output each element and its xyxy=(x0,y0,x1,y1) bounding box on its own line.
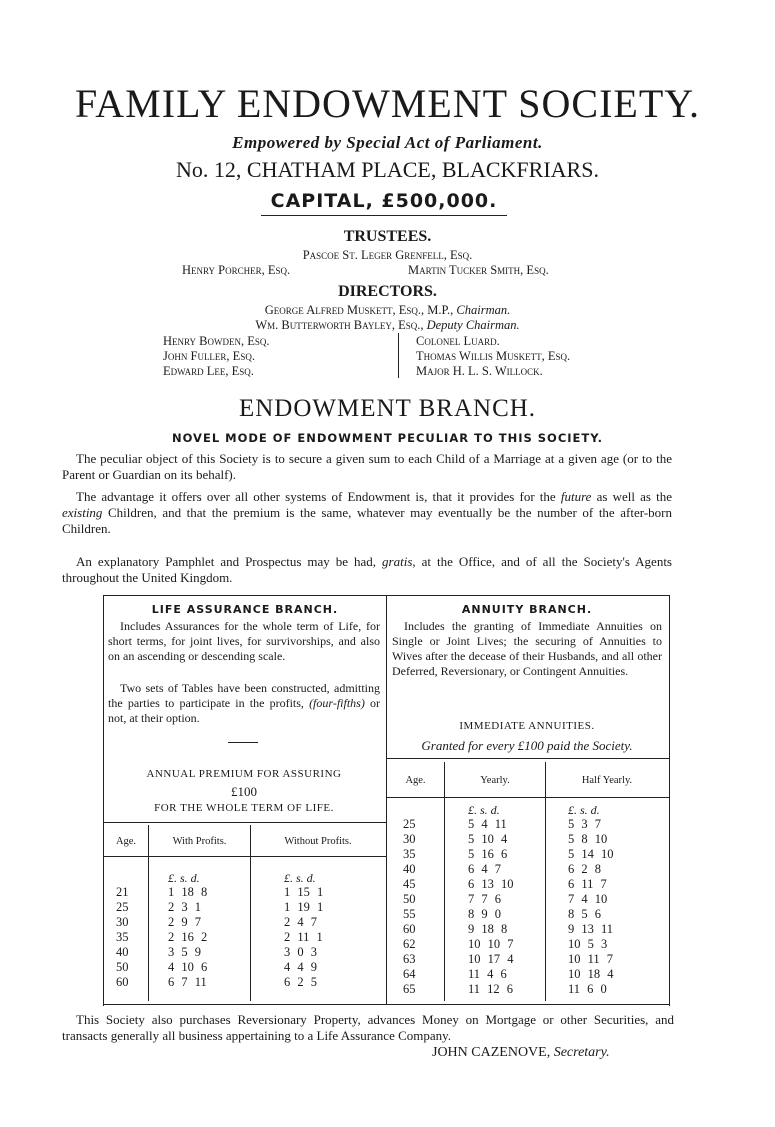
table-row: 8 5 6 xyxy=(568,907,601,921)
p2-future: future xyxy=(560,489,592,504)
table-row: 60 xyxy=(403,922,416,936)
annuity-heading: ANNUITY BRANCH. xyxy=(461,603,593,616)
table-row: 2 9 7 xyxy=(168,915,201,929)
endowment-paragraph-1: The peculiar object of this Society is to secure a given sum to each Child of a Marriage at a given age (or to the Parent or Guardian on its behalf). xyxy=(62,451,672,482)
table-row: 9 18 8 xyxy=(468,922,508,936)
p3-part-a: An explanatory Pamphlet and Prospectus may be had, xyxy=(76,554,383,569)
table-row: 3 5 9 xyxy=(168,945,201,959)
director-right-1: Colonel Luard. xyxy=(416,334,500,348)
table-row: 5 4 11 xyxy=(468,817,507,831)
table-row: 55 xyxy=(403,907,416,921)
life-paragraph-2 xyxy=(108,681,380,726)
annuity-table-top-rule xyxy=(387,758,669,759)
p2-existing: existing xyxy=(62,505,103,520)
table-row: 25 xyxy=(116,900,129,914)
annuity-col-age: Age. xyxy=(405,775,426,786)
trustees-heading: TRUSTEES. xyxy=(343,228,432,245)
life-col-age: Age. xyxy=(115,836,137,847)
life-table-title-3: FOR THE WHOLE TERM OF LIFE. xyxy=(154,802,334,814)
table-row: 5 3 7 xyxy=(568,817,601,831)
table-row: 10 18 4 xyxy=(568,967,614,981)
life-units-with: £. s. d. xyxy=(168,871,200,885)
address-line: No. 12, CHATHAM PLACE, BLACKFRIARS. xyxy=(176,157,599,182)
life-short-rule xyxy=(228,742,258,743)
branches-center-divider xyxy=(386,595,387,1005)
director-chairman xyxy=(0,303,775,318)
table-row: 50 xyxy=(116,960,129,974)
table-row: 10 11 7 xyxy=(568,952,614,966)
table-row: 6 4 7 xyxy=(468,862,501,876)
secretary-name: JOHN CAZENOVE, xyxy=(432,1045,554,1060)
endowment-paragraph-3 xyxy=(62,554,672,586)
table-row: 50 xyxy=(403,892,416,906)
director-right-3: Major H. L. S. Willock. xyxy=(416,364,543,378)
endowment-title: ENDOWMENT BRANCH. xyxy=(238,395,537,422)
table-row: 2 16 2 xyxy=(168,930,208,944)
table-row: 40 xyxy=(116,945,129,959)
table-row: 4 4 9 xyxy=(284,960,317,974)
life-paragraph-1: Includes Assurances for the whole term of Life, for short terms, for joint lives, for survivorships, and also on an ascending or descending scale. xyxy=(108,619,380,663)
table-row: 11 12 6 xyxy=(468,982,514,996)
table-row: 1 18 8 xyxy=(168,885,208,899)
table-row: 2 4 7 xyxy=(284,915,317,929)
chairman-role: Chairman. xyxy=(456,303,511,317)
annuity-col-yearly: Yearly. xyxy=(480,775,510,786)
p3-gratis: gratis xyxy=(382,554,413,569)
table-row: 10 17 4 xyxy=(468,952,514,966)
annuity-units-half: £. s. d. xyxy=(568,803,600,817)
deputy-role: Deputy Chairman. xyxy=(426,318,520,332)
annuity-col-half: Half Yearly. xyxy=(581,775,633,786)
table-row: 1 15 1 xyxy=(284,885,324,899)
p2-part-c: Children, and that the premium is the same, whatever may eventually be the number of the after-born Children. xyxy=(62,505,672,536)
table-row: 6 2 8 xyxy=(568,862,601,876)
table-row: 5 14 10 xyxy=(568,847,614,861)
table-row: 65 xyxy=(403,982,416,996)
table-row: 3 0 3 xyxy=(284,945,317,959)
table-row: 1 19 1 xyxy=(284,900,324,914)
p2-part-a: The advantage it offers over all other systems of Endowment is, that it provides for the xyxy=(76,489,561,504)
director-left-2: John Fuller, Esq. xyxy=(163,349,255,363)
p3-part-b: , at the Office, and of all the Society's Agents throughout the United Kingdom. xyxy=(62,554,672,585)
directors-heading: DIRECTORS. xyxy=(338,283,437,300)
life-table-title-1: ANNUAL PREMIUM FOR ASSURING xyxy=(146,768,342,780)
life-table-col-rule-2 xyxy=(250,825,251,1001)
table-row: 45 xyxy=(403,877,416,891)
director-right-2: Thomas Willis Muskett, Esq. xyxy=(416,349,571,363)
table-row: 8 9 0 xyxy=(468,907,501,921)
empowered-line: Empowered by Special Act of Parliament. xyxy=(232,133,543,152)
life-units-without: £. s. d. xyxy=(284,871,316,885)
trustee-right: Martin Tucker Smith, Esq. xyxy=(408,263,549,277)
table-row: 11 4 6 xyxy=(468,967,507,981)
table-row: 5 8 10 xyxy=(568,832,608,846)
secretary-role: Secretary. xyxy=(553,1045,610,1060)
table-row: 10 10 7 xyxy=(468,937,514,951)
life-heading: LIFE ASSURANCE BRANCH. xyxy=(151,603,339,616)
table-row: 9 13 11 xyxy=(568,922,614,936)
deputy-name: Wm. Butterworth Bayley, Esq., xyxy=(255,318,427,332)
table-row: 64 xyxy=(403,967,416,981)
table-row: 11 6 0 xyxy=(568,982,607,996)
capital-line: CAPITAL, £500,000. xyxy=(261,190,507,216)
life-table-col-rule-1 xyxy=(148,825,149,1001)
table-row: 30 xyxy=(116,915,129,929)
footer-paragraph: This Society also purchases Reversionary Property, advances Money on Mortgage or other Securities, and transacts generally all business appertaining to a Life Assurance Company. xyxy=(62,1012,674,1043)
table-row: 10 5 3 xyxy=(568,937,608,951)
endowment-paragraph-2 xyxy=(62,489,672,537)
annuity-header-rule xyxy=(387,797,669,798)
table-row: 6 13 10 xyxy=(468,877,514,891)
life-table-header-rule xyxy=(104,856,386,857)
director-deputy xyxy=(0,318,775,333)
table-row: 5 10 4 xyxy=(468,832,508,846)
table-row: 2 3 1 xyxy=(168,900,201,914)
p2-part-b: as well as the xyxy=(591,489,672,504)
table-row: 30 xyxy=(403,832,416,846)
table-row: 60 xyxy=(116,975,129,989)
director-left-3: Edward Lee, Esq. xyxy=(163,364,254,378)
table-row: 25 xyxy=(403,817,416,831)
table-row: 7 7 6 xyxy=(468,892,501,906)
annuity-units-yearly: £. s. d. xyxy=(468,803,500,817)
table-row: 35 xyxy=(403,847,416,861)
chairman-name: George Alfred Muskett, Esq., M.P., xyxy=(264,303,457,317)
table-row: 4 10 6 xyxy=(168,960,208,974)
table-row: 63 xyxy=(403,952,416,966)
table-row: 40 xyxy=(403,862,416,876)
table-row: 2 11 1 xyxy=(284,930,323,944)
table-row: 35 xyxy=(116,930,129,944)
table-row: 6 7 11 xyxy=(168,975,207,989)
life-col-with: With Profits. xyxy=(172,836,227,847)
life-p2-b: or not, at their option. xyxy=(108,696,380,725)
table-row: 6 11 7 xyxy=(568,877,607,891)
table-row: 62 xyxy=(403,937,416,951)
annuity-table-subtitle: Granted for every £100 paid the Society. xyxy=(421,738,633,753)
novel-mode-line: NOVEL MODE OF ENDOWMENT PECULIAR TO THIS SOCIETY. xyxy=(171,431,604,445)
life-p2-italic: (four-fifths) xyxy=(309,696,365,710)
directors-divider xyxy=(398,333,399,378)
table-row: 21 xyxy=(116,885,129,899)
annuity-paragraph: Includes the granting of Immediate Annuities on Single or Joint Lives; the securing of Annuities to Wives after the decease of their Husbands, and all other Deferred, Reversionary, or Contingent Annuities. xyxy=(392,619,662,678)
life-table-top-rule xyxy=(104,822,386,823)
life-col-without: Without Profits. xyxy=(284,836,352,847)
life-table-title-2: £100 xyxy=(231,784,257,799)
table-row: 6 2 5 xyxy=(284,975,317,989)
society-title: FAMILY ENDOWMENT SOCIETY. xyxy=(74,81,701,126)
secretary-signature xyxy=(432,1045,610,1061)
box-bottom-rule xyxy=(103,1004,669,1005)
table-row: 7 4 10 xyxy=(568,892,608,906)
annuity-table-title: IMMEDIATE ANNUITIES. xyxy=(459,720,595,732)
table-row: 5 16 6 xyxy=(468,847,508,861)
trustee-left: Henry Porcher, Esq. xyxy=(182,263,291,277)
life-p2-a: Two sets of Tables have been constructed, admitting the parties to participate in the profits, xyxy=(108,681,380,710)
trustee-center: Pascoe St. Leger Grenfell, Esq. xyxy=(302,248,473,262)
director-left-1: Henry Bowden, Esq. xyxy=(163,334,270,348)
